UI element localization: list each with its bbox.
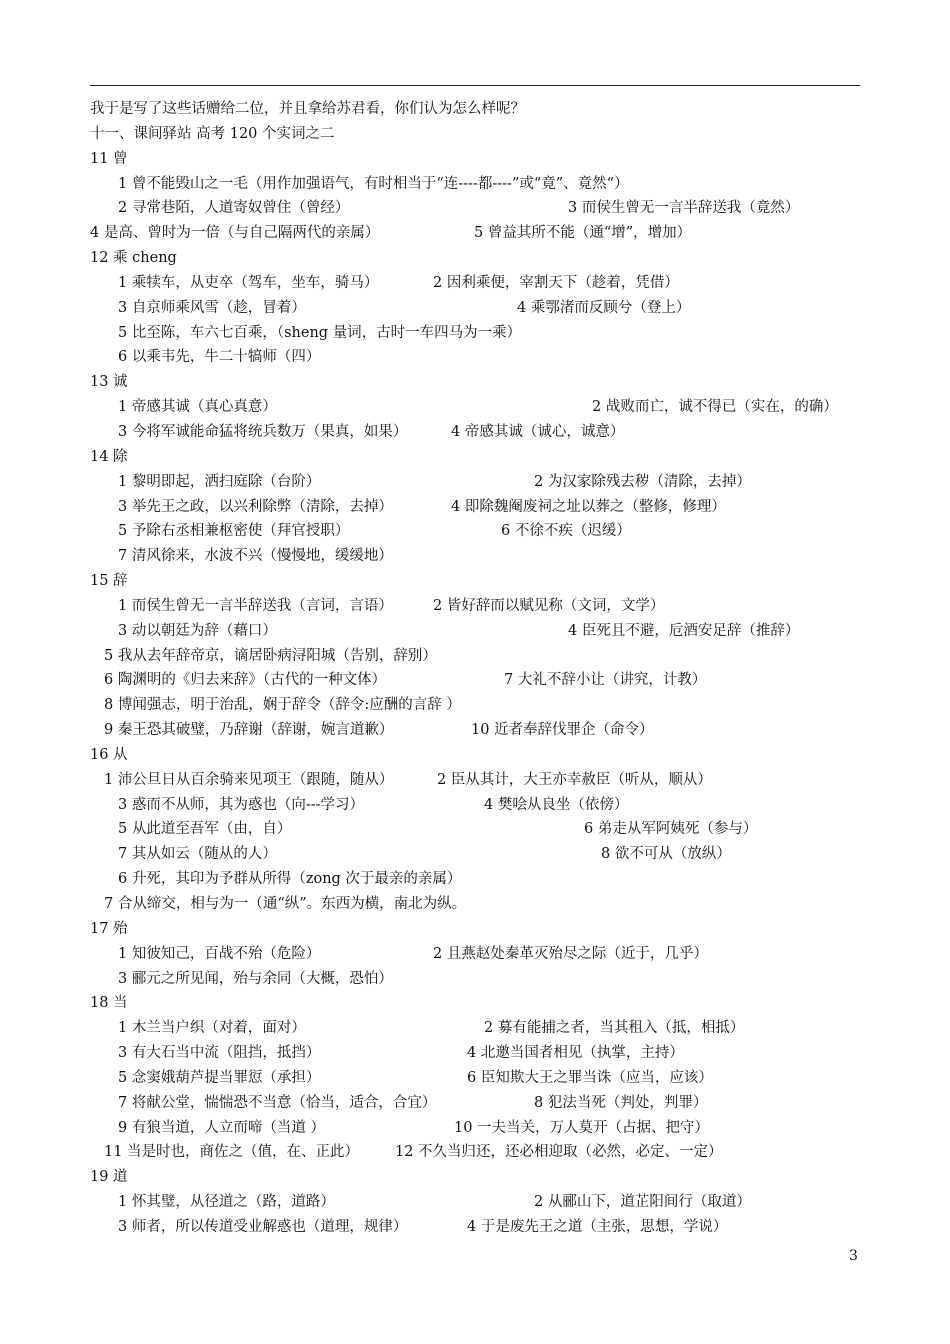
text-line	[90, 743, 890, 768]
line-text-column-2: 2 皆好辞而以赋见称（文词，文学）	[433, 597, 665, 614]
text-line	[90, 817, 890, 842]
text-line	[90, 172, 890, 197]
text-line	[90, 1041, 890, 1066]
line-text: 7 合从缔交，相与为一（通“纵”。东西为横，南北为纵。	[104, 896, 467, 912]
line-text-column-2: 6 弟走从军阿姨死（参与）	[584, 821, 758, 838]
text-line	[90, 693, 890, 718]
text-line	[90, 942, 890, 967]
line-text-column-2: 7 大礼不辞小让（讲究，计教）	[504, 672, 707, 689]
line-text-column-2: 4 臣死且不避，卮酒安足辞（推辞）	[568, 622, 800, 639]
text-line	[90, 644, 890, 669]
text-line	[90, 1066, 890, 1091]
line-text-column-2: 2 为汉家除残去秽（清除，去掉）	[534, 473, 751, 490]
line-text: 1 木兰当户织（对着，面对）	[118, 1020, 306, 1037]
line-text-column-2: 12 不久当归还，还必相迎取（必然，必定、一定）	[395, 1144, 723, 1161]
text-line	[90, 917, 890, 942]
text-line	[90, 271, 890, 296]
line-text: 1 沛公旦日从百余骑来见项王（跟随，随从）	[104, 771, 394, 788]
line-text: 3 今将军诚能命猛将统兵数万（果真，如果）	[118, 423, 408, 440]
line-text-column-2: 4 帝感其诚（诚心，诚意）	[451, 423, 625, 440]
line-text: 3 师者，所以传道受业解惑也（道理，规律）	[118, 1218, 408, 1235]
line-text: 我于是写了这些话赠给二位，并且拿给苏君看，你们认为怎么样呢？	[90, 101, 525, 117]
line-text-column-2: 4 于是废先王之道（主张，思想，学说）	[467, 1218, 728, 1235]
line-text: 6 陶渊明的《归去来辞》（古代的一种文体）	[104, 672, 387, 689]
text-line	[90, 345, 890, 370]
text-line	[90, 519, 890, 544]
text-line	[90, 867, 890, 892]
text-line	[90, 1140, 890, 1165]
line-text: 2 寻常巷陌，人道寄奴曾住（曾经）	[118, 200, 350, 217]
line-text: 3 郦元之所见闻，殆与余同（大概，恐怕）	[118, 970, 393, 987]
line-text: 3 自京师乘风雪（趁，冒着）	[118, 299, 306, 316]
line-text: 14 除	[90, 448, 128, 465]
line-text: 8 博闻强志，明于治乱，娴于辞令（辞令:应酬的言辞 ）	[104, 697, 461, 714]
text-line	[90, 1190, 890, 1215]
line-text: 18 当	[90, 995, 128, 1012]
line-text: 5 我从去年辞帝京，谪居卧病浔阳城（告别，辞别）	[104, 647, 437, 664]
line-text-column-2: 4 樊哙从良坐（依傍）	[484, 796, 629, 813]
text-line	[90, 196, 890, 221]
text-line	[90, 1165, 890, 1190]
line-text: 5 予除右丞相兼枢密使（拜官授职）	[118, 523, 350, 540]
text-line	[90, 97, 890, 122]
text-line	[90, 246, 890, 271]
line-text-column-2: 2 战败而亡，诚不得已（实在，的确）	[592, 399, 838, 416]
text-line	[90, 718, 890, 743]
line-text: 1 黎明即起，洒扫庭除（台阶）	[118, 473, 321, 490]
line-text-column-2: 6 臣知欺大王之罪当诛（应当，应该）	[467, 1069, 713, 1086]
line-text: 4 是高、曾时为一倍（与自己隔两代的亲属）	[90, 225, 380, 242]
text-line	[90, 544, 890, 569]
line-text: 9 有狼当道，人立而啼（当道 ）	[118, 1119, 325, 1136]
line-text-column-2: 4 北邀当国者相见（执掌，主持）	[467, 1045, 684, 1062]
text-line	[90, 395, 890, 420]
text-line	[90, 768, 890, 793]
text-line	[90, 991, 890, 1016]
line-text: 1 曾不能毁山之一毛（用作加强语气，有时相当于“连----都----”或“竟”、竟然“）	[118, 175, 629, 192]
text-line	[90, 321, 890, 346]
line-text: 17 殆	[90, 920, 128, 937]
text-line	[90, 892, 890, 917]
line-text: 11 当是时也，商佐之（值，在、正此）	[104, 1144, 360, 1161]
line-text: 11 曾	[90, 150, 128, 167]
text-line	[90, 221, 890, 246]
text-line	[90, 296, 890, 321]
line-text: 12 乘 cheng	[90, 250, 177, 267]
header-rule	[90, 85, 860, 86]
line-text: 7 其从如云（随从的人）	[118, 846, 277, 863]
line-text: 7 清风徐来，水波不兴（慢慢地，缓缓地）	[118, 548, 393, 565]
text-line	[90, 1116, 890, 1141]
line-text: 1 而侯生曾无一言半辞送我（言词，言语）	[118, 597, 393, 614]
line-text: 1 乘犊车，从吏卒（驾车，坐车，骑马）	[118, 274, 379, 291]
line-text-column-2: 2 因利乘便，宰割天下（趁着，凭借）	[433, 274, 679, 291]
text-line	[90, 594, 890, 619]
line-text: 5 比至陈，车六七百乘，（sheng 量词，古时一车四马为一乘）	[118, 324, 522, 341]
line-text: 1 知彼知己，百战不殆（危险）	[118, 945, 321, 962]
line-text: 3 惑而不从师，其为惑也（向---学习）	[118, 796, 365, 813]
text-line	[90, 420, 890, 445]
line-text: 7 将献公堂，惴惴恐不当意（恰当，适合，合宜）	[118, 1094, 437, 1111]
text-line	[90, 495, 890, 520]
text-line	[90, 147, 890, 172]
line-text: 9 秦王恐其破璧，乃辞谢（辞谢，婉言道歉）	[104, 722, 394, 739]
line-text-column-2: 3 而侯生曾无一言半辞送我（竟然）	[568, 200, 800, 217]
line-text: 十一、课间驿站 高考 120 个实词之二	[90, 125, 335, 142]
line-text: 3 举先王之政，以兴利除弊（清除，去掉）	[118, 498, 393, 515]
text-line	[90, 619, 890, 644]
text-line	[90, 370, 890, 395]
text-line	[90, 842, 890, 867]
line-text: 1 帝感其诚（真心真意）	[118, 399, 277, 416]
line-text-column-2: 2 从郦山下，道芷阳间行（取道）	[534, 1194, 751, 1211]
line-text-column-2: 2 且燕赵处秦革灭殆尽之际（近于，几乎）	[433, 945, 708, 962]
line-text-column-2: 2 臣从其计，大王亦幸赦臣（听从，顺从）	[437, 771, 712, 788]
line-text: 19 道	[90, 1169, 128, 1186]
line-text: 5 从此道至吾军（由，自）	[118, 821, 292, 838]
line-text: 6 升死，其印为予群从所得（zong 次于最亲的亲属）	[118, 871, 462, 888]
line-text-column-2: 8 欲不可从（放纵）	[601, 846, 731, 863]
document-body	[90, 97, 890, 1240]
line-text-column-2: 10 近者奉辞伐罪企（命令）	[471, 722, 654, 739]
line-text: 15 辞	[90, 573, 128, 590]
page-number: 3	[849, 1248, 858, 1264]
text-line	[90, 569, 890, 594]
line-text-column-2: 10 一夫当关，万人莫开（占据、把守）	[454, 1119, 710, 1136]
line-text: 13 诚	[90, 374, 128, 391]
line-text: 16 从	[90, 746, 128, 763]
text-line	[90, 967, 890, 992]
text-line	[90, 1016, 890, 1041]
line-text: 5 念窦娥葫芦提当罪愆（承担）	[118, 1069, 321, 1086]
line-text: 3 有大石当中流（阻挡，抵挡）	[118, 1045, 321, 1062]
text-line	[90, 668, 890, 693]
line-text-column-2: 6 不徐不疾（迟缓）	[501, 523, 631, 540]
line-text: 6 以乘韦先，牛二十犒师（四）	[118, 349, 321, 366]
line-text: 3 动以朝廷为辞（藉口）	[118, 622, 277, 639]
line-text: 1 怀其璧，从径道之（路，道路）	[118, 1194, 335, 1211]
text-line	[90, 1091, 890, 1116]
line-text-column-2: 4 乘鄂渚而反顾兮（登上）	[517, 299, 691, 316]
text-line	[90, 445, 890, 470]
line-text-column-2: 4 即除魏阉废祠之址以葬之（整修，修理）	[451, 498, 726, 515]
line-text-column-2: 2 募有能捕之者，当其租入（抵，相抵）	[484, 1020, 745, 1037]
text-line	[90, 1215, 890, 1240]
line-text-column-2: 8 犯法当死（判处，判罪）	[534, 1094, 708, 1111]
text-line	[90, 793, 890, 818]
line-text-column-2: 5 曾益其所不能（通“增”，增加）	[474, 225, 692, 242]
text-line	[90, 470, 890, 495]
text-line	[90, 122, 890, 147]
